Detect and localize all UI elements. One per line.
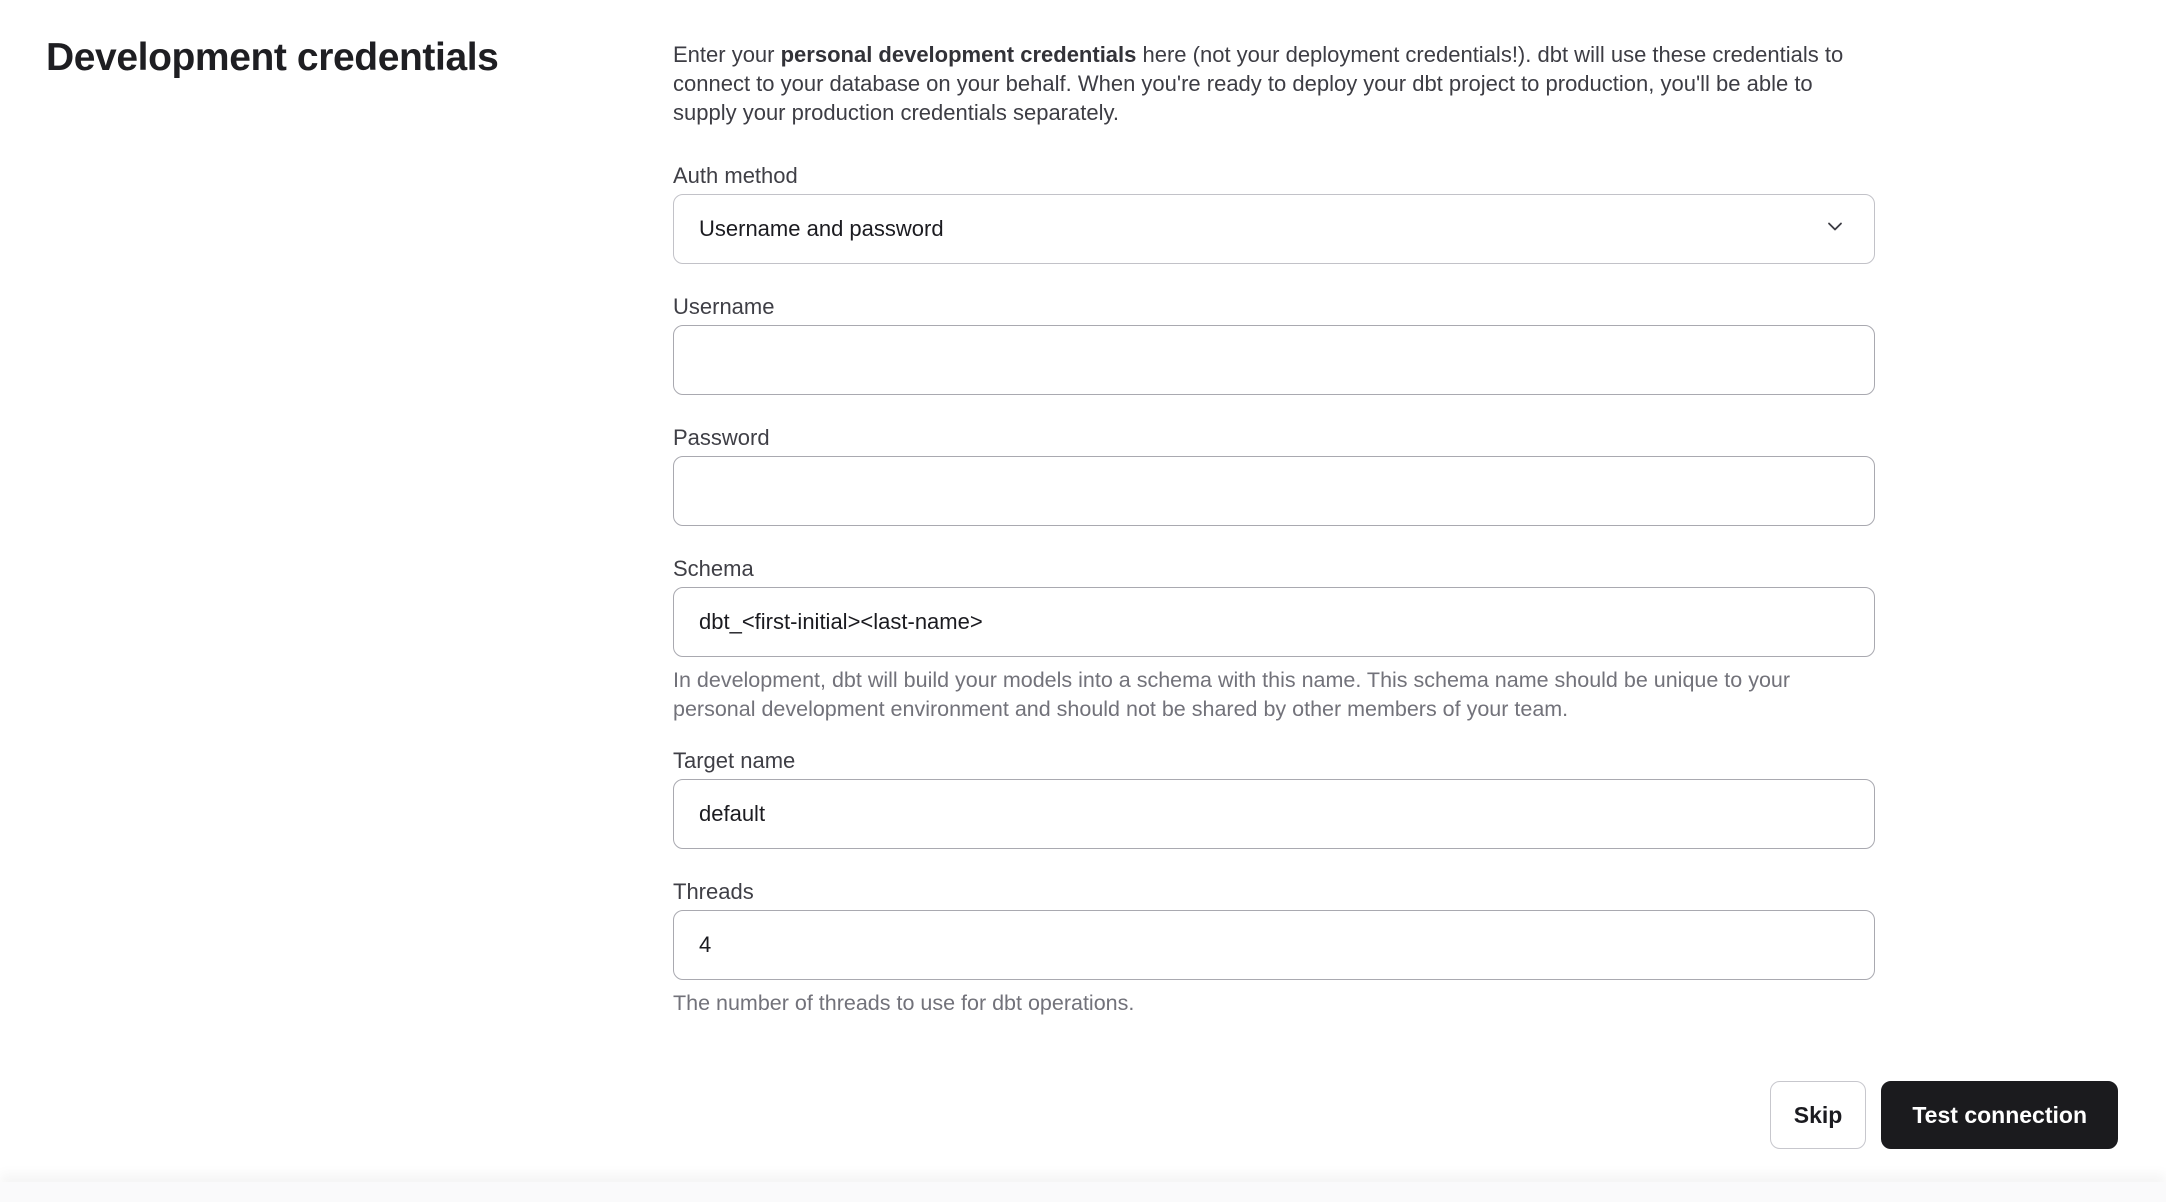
threads-helper-text: The number of threads to use for dbt operations. <box>673 991 1135 1015</box>
target-name-field <box>673 748 1875 849</box>
threads-input[interactable] <box>673 910 1875 980</box>
password-input[interactable] <box>673 456 1875 526</box>
password-label: Password <box>673 425 770 450</box>
intro-prefix: Enter your <box>673 42 781 67</box>
schema-field <box>673 556 1875 724</box>
username-input[interactable] <box>673 325 1875 395</box>
auth-method-selected-value: Username and password <box>699 216 944 241</box>
intro-bold: personal development credentials <box>780 42 1137 67</box>
auth-method-field <box>673 163 1875 264</box>
footer-shadow-band <box>0 1182 2166 1202</box>
auth-method-select[interactable] <box>673 194 1875 264</box>
schema-helper-text: In development, dbt will build your models into a schema with this name. This schema name should be unique to your personal development environment and should not be shared by other members of your team. <box>673 668 1791 721</box>
intro-text <box>673 40 1875 127</box>
schema-label: Schema <box>673 556 754 581</box>
target-name-label: Target name <box>673 748 796 773</box>
auth-method-label: Auth method <box>673 163 798 188</box>
password-field <box>673 425 1875 526</box>
intro-suffix: here (not your deployment credentials!). dbt will use these credentials to connect to your database on your behalf. When you're ready to deploy your dbt project to production, you'll be able to supply your production credentials separately. <box>673 42 1844 125</box>
username-label: Username <box>673 294 775 319</box>
chevron-down-icon <box>1823 214 1847 244</box>
skip-button[interactable]: Skip <box>1770 1081 1867 1149</box>
page-title: Development credentials <box>46 36 499 79</box>
threads-field <box>673 879 1875 1018</box>
target-name-input[interactable] <box>673 779 1875 849</box>
test-connection-button[interactable]: Test connection <box>1881 1081 2118 1149</box>
form-actions <box>1770 1081 2118 1149</box>
username-field <box>673 294 1875 395</box>
credentials-form <box>673 40 1875 1042</box>
threads-label: Threads <box>673 879 754 904</box>
schema-input[interactable] <box>673 587 1875 657</box>
